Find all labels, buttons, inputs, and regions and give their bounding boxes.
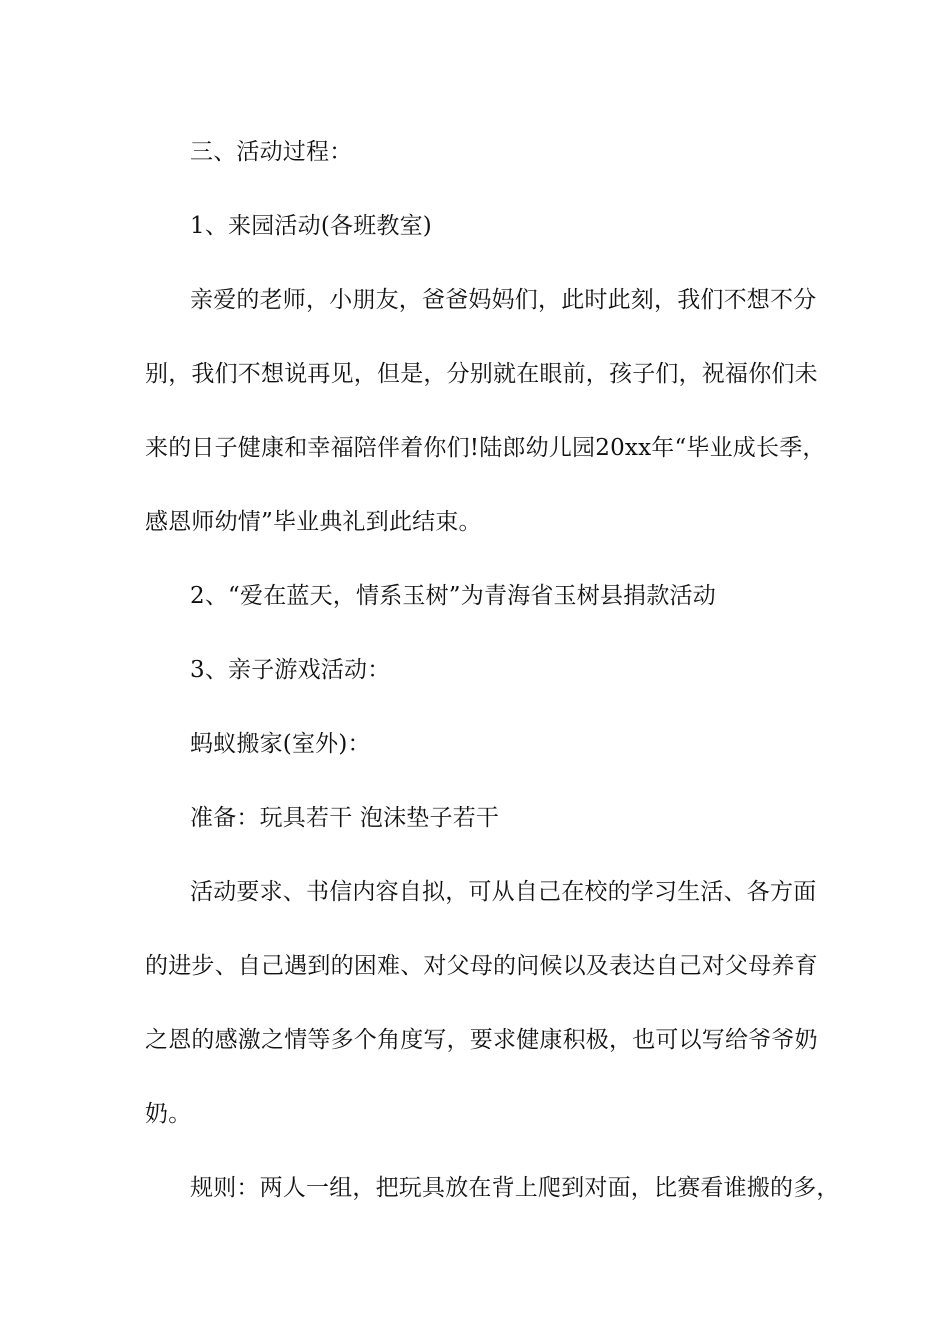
section-heading-activity-process: 三、活动过程： <box>190 139 353 165</box>
preparation-line: 准备：玩具若干 泡沫垫子若干 <box>190 805 500 831</box>
paragraph-line: 的进步、自己遇到的困难、对父母的问候以及表达自己对父母养育 <box>145 953 818 979</box>
paragraph-line: 奶。 <box>145 1101 192 1127</box>
paragraph-line: 来的日子健康和幸福陪伴着你们!陆郎幼儿园20xx年“毕业成长季， <box>145 435 826 461</box>
paragraph-line: 亲爱的老师，小朋友，爸爸妈妈们，此时此刻，我们不想不分 <box>190 287 817 313</box>
paragraph-line: 别，我们不想说再见，但是，分别就在眼前，孩子们，祝福你们未 <box>145 361 818 387</box>
rules-line: 规则：两人一组，把玩具放在背上爬到对面，比赛看谁搬的多， <box>190 1175 840 1201</box>
paragraph-line: 感恩师幼情”毕业典礼到此结束。 <box>145 509 482 535</box>
item-3-heading: 3、亲子游戏活动： <box>190 657 391 683</box>
paragraph-line: 之恩的感激之情等多个角度写，要求健康积极，也可以写给爷爷奶 <box>145 1027 818 1053</box>
item-2-heading: 2、“爱在蓝天，情系玉树”为青海省玉树县捐款活动 <box>190 583 716 609</box>
game-title: 蚂蚁搬家(室外)： <box>190 731 371 757</box>
paragraph-line: 活动要求、书信内容自拟，可从自己在校的学习生活、各方面 <box>190 879 817 905</box>
item-1-heading: 1、来园活动(各班教室) <box>190 213 432 239</box>
